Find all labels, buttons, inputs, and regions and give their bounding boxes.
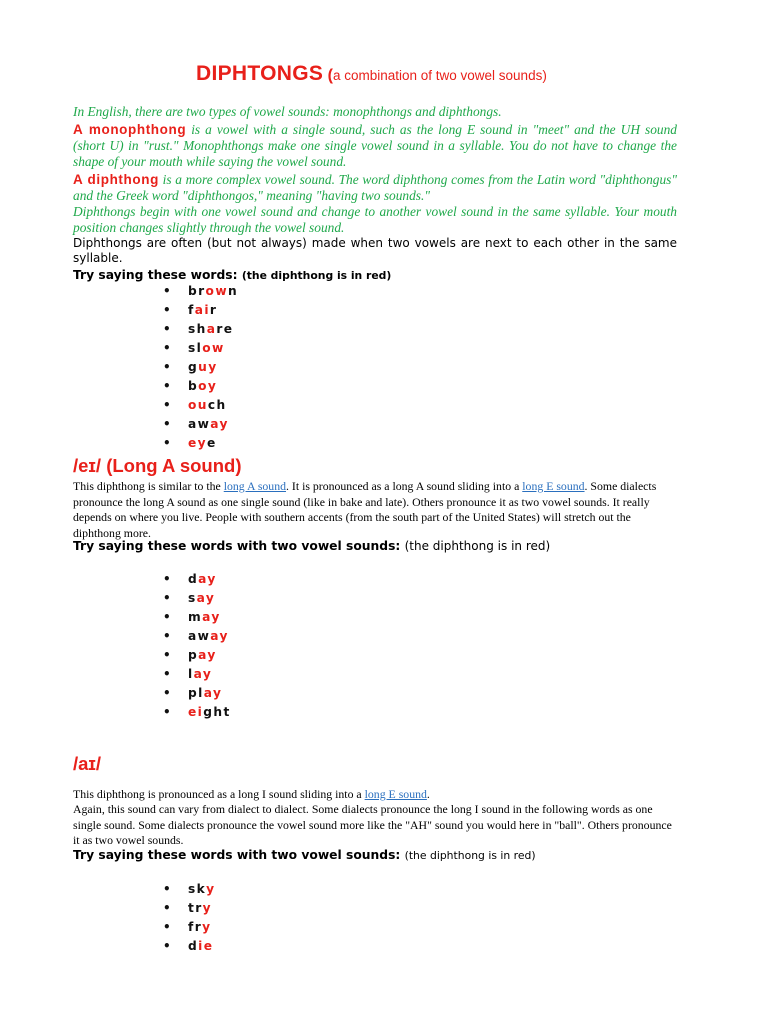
word-part: re <box>216 322 234 336</box>
word-part: b <box>188 379 199 393</box>
bullet-icon: • <box>163 591 171 605</box>
diphthong-letters: ow <box>205 284 228 298</box>
diphthong-change-paragraph: Diphthongs begin with one vowel sound and change to another vowel sound in the same syllable. Your mouth position changes slightly through the vowel sound. <box>73 204 677 235</box>
list-item <box>163 377 238 396</box>
word-part: br <box>188 284 206 298</box>
bullet-icon: • <box>163 901 171 915</box>
bullet-icon: • <box>163 920 171 934</box>
list-item <box>163 282 238 301</box>
list-item <box>163 320 238 339</box>
list-item <box>163 358 238 377</box>
long-a-text-2: . It is pronounced as a long A sound sliding into a <box>286 479 523 493</box>
diphthong-letters: ow <box>202 341 225 355</box>
diphthong-letters: y <box>206 882 216 896</box>
list-item <box>163 684 231 703</box>
diphthong-letters: ay <box>193 667 213 681</box>
section-heading-long-a: /eɪ/ (Long A sound) <box>73 455 242 476</box>
word-part: s <box>188 591 197 605</box>
word-part: pl <box>188 686 204 700</box>
word-part: ght <box>203 705 231 719</box>
long-e-sound-link-2[interactable]: long E sound <box>364 787 427 801</box>
diphthong-letters: ey <box>188 436 208 450</box>
try-heading-1 <box>73 268 391 282</box>
bullet-icon: • <box>163 686 171 700</box>
list-item <box>163 589 231 608</box>
diphthong-letters: y <box>202 901 212 915</box>
bullet-icon: • <box>163 667 171 681</box>
word-part: p <box>188 648 199 662</box>
word-part: aw <box>188 629 211 643</box>
try-heading-2 <box>73 539 550 553</box>
bullet-icon: • <box>163 417 171 431</box>
bullet-icon: • <box>163 610 171 624</box>
list-item <box>163 608 231 627</box>
monophthong-term: A monophthong <box>73 122 187 137</box>
list-item <box>163 703 231 722</box>
diphthong-letters: ay <box>203 686 223 700</box>
page-title <box>196 62 547 86</box>
monophthong-paragraph <box>73 122 677 170</box>
word-list-3 <box>163 880 216 956</box>
word-list-1 <box>163 282 238 453</box>
long-e-sound-link[interactable]: long E sound <box>522 479 585 493</box>
bullet-icon: • <box>163 303 171 317</box>
diphthong-letters: ay <box>202 610 221 624</box>
ai-paragraph-2: Again, this sound can vary from dialect to dialect. Some dialects pronounce the long I sound in the following words as one single sound. Some dialects pronounce the vowel sound more like the "AH" sound you would here in "ball". Others pronounce it as two vowel sounds. <box>73 802 672 847</box>
bullet-icon: • <box>163 398 171 412</box>
list-item <box>163 918 216 937</box>
list-item <box>163 301 238 320</box>
try-note-2: (the diphthong is in red) <box>404 539 551 553</box>
title-open-paren: ( <box>327 67 333 84</box>
bullet-icon: • <box>163 648 171 662</box>
title-sub-text: a combination of two vowel sounds) <box>332 68 547 83</box>
bullet-icon: • <box>163 629 171 643</box>
word-part: d <box>188 939 199 953</box>
list-item <box>163 627 231 646</box>
ai-paragraph-1 <box>73 787 679 803</box>
list-item <box>163 937 216 956</box>
section-heading-ai: /aɪ/ <box>73 753 102 774</box>
diphthong-paragraph <box>73 172 677 204</box>
word-part: l <box>188 667 194 681</box>
ai-text-1: This diphthong is pronounced as a long I sound sliding into a <box>73 787 365 801</box>
diphthong-letters: a <box>206 322 217 336</box>
long-a-text-1: This diphthong is similar to the <box>73 479 224 493</box>
diphthong-letters: ai <box>194 303 210 317</box>
diphthong-letters: ay <box>210 417 229 431</box>
try-label-3: Try saying these words with two vowel sounds: <box>73 848 405 862</box>
word-part: sl <box>188 341 203 355</box>
word-part: sh <box>188 322 207 336</box>
long-a-paragraph <box>73 479 679 541</box>
word-part: fr <box>188 920 203 934</box>
word-part: e <box>207 436 217 450</box>
bullet-icon: • <box>163 436 171 450</box>
word-part: ch <box>207 398 227 412</box>
ai-text-2: . <box>426 787 430 801</box>
word-part: d <box>188 572 199 586</box>
word-part: n <box>227 284 239 298</box>
diphthong-term: A diphthong <box>73 172 159 187</box>
list-item <box>163 415 238 434</box>
list-item <box>163 899 216 918</box>
title-main: DIPHTONGS <box>196 62 324 85</box>
long-a-text-3: . Some dialects pronounce the long A sound as one single sound (like in bake and late). Others pronounce it as two vowel sounds. It really depends on where you live. People with southern accents (from the south part of the United States) will stretch out the diphthong more. <box>73 479 657 540</box>
monophthong-text: is a vowel with a single sound, such as the long E sound in "meet" and the UH sound (short U) in "rust." Monophthongs make one single vowel sound in a syllable. You do not have to change the shape of your mouth while saying the vowel sound. <box>73 122 677 169</box>
diphthong-letters: ie <box>198 939 214 953</box>
word-part: r <box>209 303 218 317</box>
try-note-1: (the diphthong is in red) <box>241 269 392 282</box>
bullet-icon: • <box>163 882 171 896</box>
list-item <box>163 339 238 358</box>
diphthong-letters: ay <box>198 648 217 662</box>
list-item <box>163 570 231 589</box>
bullet-icon: • <box>163 322 171 336</box>
diphthong-letters: ou <box>188 398 208 412</box>
list-item <box>163 434 238 453</box>
bullet-icon: • <box>163 284 171 298</box>
try-label-2: Try saying these words with two vowel sounds: <box>73 539 405 553</box>
list-item <box>163 665 231 684</box>
try-label-1: Try saying these words: <box>73 268 242 282</box>
list-item <box>163 646 231 665</box>
intro-line: In English, there are two types of vowel sounds: monophthongs and diphthongs. <box>73 104 502 119</box>
diphthong-letters: ay <box>196 591 216 605</box>
word-part: m <box>188 610 203 624</box>
bullet-icon: • <box>163 379 171 393</box>
bullet-icon: • <box>163 939 171 953</box>
list-item <box>163 880 216 899</box>
try-note-3: (the diphthong is in red) <box>404 849 536 862</box>
diphthong-text: is a more complex vowel sound. The word diphthong comes from the Latin word "diphthongus" and the Greek word "diphthongos," meaning "having two sounds." <box>73 172 677 203</box>
diphthong-letters: ay <box>210 629 229 643</box>
often-paragraph: Diphthongs are often (but not always) made when two vowels are next to each other in the same syllable. <box>73 236 677 265</box>
diphthong-letters: ei <box>188 705 204 719</box>
word-list-2 <box>163 570 231 722</box>
word-part: sk <box>188 882 207 896</box>
word-part: f <box>188 303 195 317</box>
diphthong-letters: ay <box>198 572 217 586</box>
diphthong-letters: y <box>202 920 212 934</box>
long-a-sound-link[interactable]: long A sound <box>223 479 287 493</box>
bullet-icon: • <box>163 705 171 719</box>
word-part: g <box>188 360 199 374</box>
diphthong-letters: uy <box>198 360 218 374</box>
bullet-icon: • <box>163 341 171 355</box>
word-part: aw <box>188 417 211 431</box>
word-part: tr <box>188 901 203 915</box>
bullet-icon: • <box>163 360 171 374</box>
list-item <box>163 396 238 415</box>
try-heading-3 <box>73 848 536 862</box>
diphthong-letters: oy <box>198 379 218 393</box>
title-subtitle <box>328 68 547 83</box>
bullet-icon: • <box>163 572 171 586</box>
